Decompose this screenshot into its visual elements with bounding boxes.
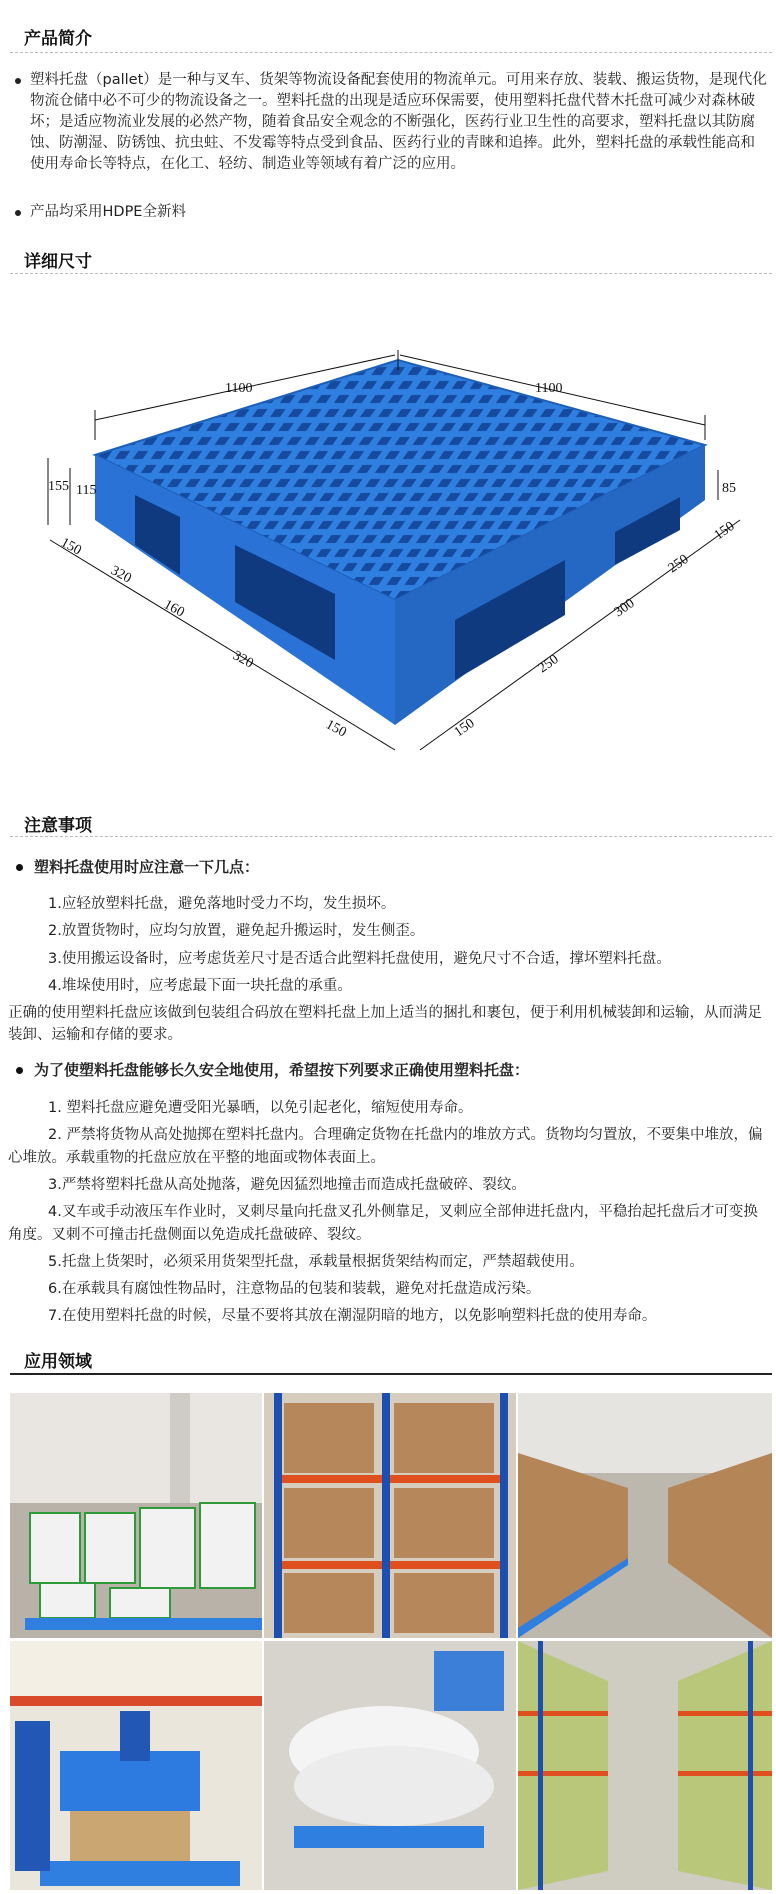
notes-item: 5.托盘上货架时，必须采用货架型托盘，承载量根据货架结构而定，严禁超载使用。: [48, 1254, 584, 1270]
section-title-notes: 注意事项: [24, 816, 92, 836]
notes-group1-title-text: 塑料托盘使用时应注意一下几点：: [34, 858, 260, 876]
notes-item: 2.放置货物时，应均匀放置，避免起升搬运时，发生侧歪。: [48, 923, 425, 939]
intro-bullet-1: [30, 70, 768, 175]
dim-label: 320: [108, 563, 134, 587]
notes-item: 1.应轻放塑料托盘，避免落地时受力不均，发生损坏。: [48, 896, 396, 912]
dim-label: 150: [58, 535, 84, 559]
dim-label: 160: [161, 597, 187, 621]
photo-warehouse-boxes: [10, 1393, 262, 1638]
intro-bullet-2: [30, 202, 768, 223]
section-title-apply: 应用领域: [24, 1352, 92, 1372]
intro-bullet-text: 塑料托盘（pallet）是一种与叉车、货架等物流设备配套使用的物流单元。可用来存放、装载、搬运货物，是现代化物流仓储中必不可少的物流设备之一。塑料托盘的出现是适应环保需要，使用塑料托盘代替木托盘可减少对森林破坏；是适应物流业发展的必然产物，随着食品安全观念的不断强化，医药行业卫生性的高要求，塑料托盘以其防腐蚀、防潮湿、防锈蚀、抗虫蛀、不发霉等特点受到食品、医药行业的青睐和追捧。此外，塑料托盘的承载性能高和使用寿命长等特点，在化工、轻纺、制造业等领域有着广泛的应用。: [30, 72, 767, 172]
dim-label: 155: [48, 479, 69, 494]
divider: [10, 273, 772, 274]
notes-item: 4.叉车或手动液压车作业时，叉刺尽量向托盘叉孔外侧靠足，叉刺应全部伸进托盘内，平稳抬起托盘后才可变换角度。叉刺不可撞击托盘侧面以免造成托盘破碎、裂纹。: [8, 1204, 758, 1243]
section-title-size: 详细尺寸: [24, 252, 92, 272]
dim-label: 115: [76, 483, 97, 498]
dim-label: 300: [611, 595, 638, 621]
bullet-dot: [16, 1067, 23, 1074]
dim-label: 320: [230, 648, 256, 672]
photo-racks-blue-orange: [264, 1393, 516, 1638]
bullet-dot: [15, 78, 21, 84]
bullet-dot: [16, 864, 23, 871]
dim-label: 150: [323, 717, 349, 741]
application-photo-grid: [10, 1393, 772, 1890]
notes-item: 3.使用搬运设备时，应考虑货差尺寸是否适合此塑料托盘使用，避免尺寸不合适，撑坏塑料托盘。: [48, 951, 671, 967]
notes-group2-title: [34, 1059, 529, 1081]
notes-item: 3.严禁将塑料托盘从高处抛落，避免因猛烈地撞击而造成托盘破碎、裂纹。: [48, 1177, 526, 1193]
notes-item: 7.在使用塑料托盘的时候，尽量不要将其放在潮湿阴暗的地方，以免影响塑料托盘的使用寿命。: [48, 1308, 657, 1324]
dim-label: 150: [711, 518, 738, 544]
notes-item: 2. 严禁将货物从高处抛掷在塑料托盘内。合理确定货物在托盘内的堆放方式。货物均匀置放，不要集中堆放，偏心堆放。承载重物的托盘应放在平整的地面或物体表面上。: [8, 1127, 763, 1166]
notes-item: 6.在承载具有腐蚀性物品时，注意物品的包装和装载，避免对托盘造成污染。: [48, 1281, 541, 1297]
divider: [10, 1373, 772, 1375]
divider: [10, 52, 772, 53]
photo-tall-racks: [518, 1641, 772, 1890]
dim-label: 250: [665, 551, 692, 577]
dim-label: 1100: [225, 381, 253, 396]
notes-item: 4.堆垛使用时，应考虑最下面一块托盘的承重。: [48, 978, 352, 994]
dim-label: 150: [451, 715, 478, 741]
pallet-dimension-diagram: [0, 340, 776, 780]
photo-sacks-on-pallet: [264, 1641, 516, 1890]
intro-bullet-text: 产品均采用HDPE全新料: [30, 204, 186, 220]
divider: [10, 836, 772, 837]
dim-label: 85: [722, 481, 736, 496]
notes-group1-title: [34, 856, 259, 878]
dim-label: 1100: [535, 381, 563, 396]
photo-warehouse-aisle: [518, 1393, 772, 1638]
bullet-dot: [15, 210, 21, 216]
section-title-intro: 产品简介: [24, 29, 92, 49]
notes-item: 1. 塑料托盘应避免遭受阳光暴晒，以免引起老化，缩短使用寿命。: [48, 1100, 473, 1116]
dim-label: 250: [535, 651, 562, 677]
notes-group2-title-text: 为了使塑料托盘能够长久安全地使用，希望按下列要求正确使用塑料托盘：: [34, 1061, 530, 1079]
notes-paragraph: 正确的使用塑料托盘应该做到包装组合码放在塑料托盘上加上适当的捆扎和裹包，便于利用机械装卸和运输，从而满足装卸、运输和存储的要求。: [8, 1005, 762, 1043]
photo-staff-water-bottles: [10, 1641, 262, 1890]
